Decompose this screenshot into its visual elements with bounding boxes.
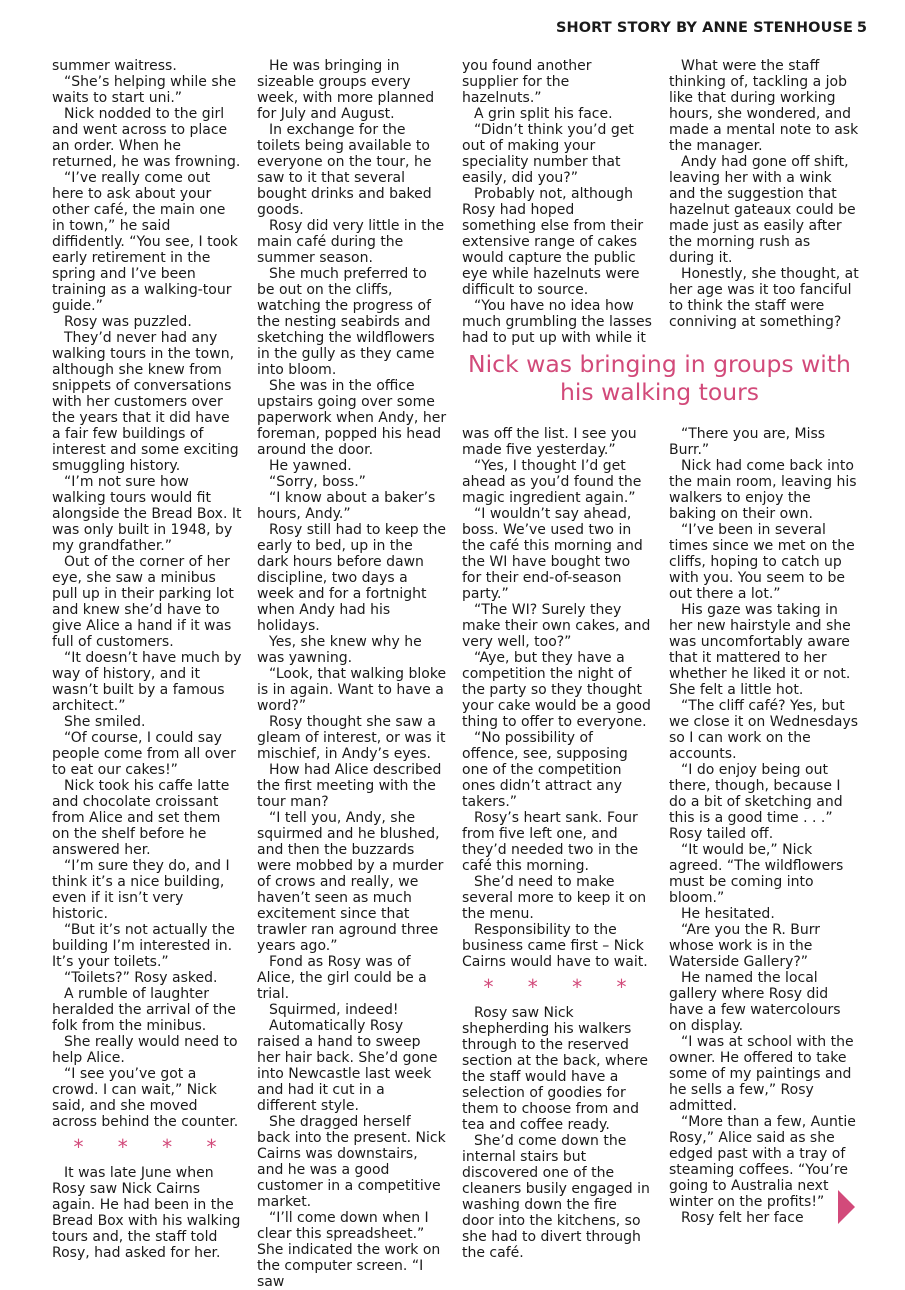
paragraph: summer waitress. [52, 58, 177, 74]
column-3-top [462, 58, 652, 346]
paragraph: It was late June when Rosy saw Nick Cairns again. He had been in the Bread Box with his walking tours and, the staff told Rosy, had asked for her. [52, 1165, 241, 1261]
paragraph: “I’ve really come out here to ask about your other café, the main one in town,” he said diffidently. “You see, I took early retirement in the spring and I’ve been training as a walking-tour guide.” [52, 170, 238, 314]
paragraph: “She’s helping while she waits to start uni.” [52, 74, 237, 106]
paragraph: Yes, she knew why he was yawning. [257, 634, 422, 666]
paragraph: “Are you the R. Burr whose work is in the Waterside Gallery?” [669, 922, 821, 970]
paragraph: “There you are, Miss Burr.” [669, 426, 826, 458]
paragraph: “I’ll come down when I clear this spreadsheet.” She indicated the work on the computer screen. “I saw [257, 1210, 441, 1290]
paragraph: Nick took his caffe latte and chocolate croissant from Alice and set them on the shelf before he answered her. [52, 778, 230, 858]
page-number: 5 [856, 20, 867, 36]
paragraph: Nick had come back into the main room, leaving his walkers to enjoy the baking on their own. [669, 458, 857, 522]
paragraph: Andy had gone off shift, leaving her with a wink and the suggestion that hazelnut gateaux could be made just as easily after the morning rush as during it. [669, 154, 856, 266]
paragraph: He hesitated. [681, 906, 775, 922]
paragraph: “It doesn’t have much by way of history, and it wasn’t built by a famous architect.” [52, 650, 242, 714]
column-2-paragraphs [257, 58, 447, 1290]
paragraph: “But it’s not actually the building I’m interested in. It’s your toilets.” [52, 922, 235, 970]
paragraph: “I know about a baker’s hours, Andy.” [257, 490, 436, 522]
running-header: SHORT STORY BY ANNE STENHOUSE [555, 20, 853, 36]
paragraph: “The cliff café? Yes, but we close it on Wednesdays so I can work on the accounts. [669, 698, 859, 762]
paragraph: “I see you’ve got a crowd. I can wait,” Nick said, and she moved across behind the counter. [52, 1066, 239, 1130]
paragraph: She’d come down the internal stairs but discovered one of the cleaners busily engaged in washing down the fire door into the kitchens, so she had to divert through the café. [462, 1133, 650, 1261]
column-3-bottom-paragraphs [462, 426, 652, 970]
paragraph: “Didn’t think you’d get out of making your speciality number that easily, did you?” [462, 122, 634, 186]
column-4-top [669, 58, 859, 330]
paragraph: “Look, that walking bloke is in again. Want to have a word?” [257, 666, 447, 714]
paragraph: A grin split his face. [474, 106, 613, 122]
paragraph: She dragged herself back into the present. Nick Cairns was downstairs, and he was a good customer in a competitive market. [257, 1114, 446, 1210]
paragraph: “I tell you, Andy, she squirmed and he blushed, and then the buzzards were mobbed by a murder of crows and really, we haven’t seen as much excitement since that trawler ran aground three years ago.” [257, 810, 444, 954]
paragraph: Rosy felt her face [681, 1210, 804, 1226]
paragraph: “I’m sure they do, and I think it’s a nice building, even if it isn’t very historic. [52, 858, 230, 922]
paragraph: “No possibility of offence, see, supposing one of the competition ones didn’t attract any takers.” [462, 730, 628, 810]
paragraph: How had Alice described the first meeting with the tour man? [257, 762, 442, 810]
paragraph: Rosy still had to keep the early to bed, up in the dark hours before dawn discipline, two days a week and for a fortnight when Andy had his holidays. [257, 522, 447, 634]
paragraph: “More than a few, Auntie Rosy,” Alice said as she edged past with a tray of steaming coffees. “You’re going to Australia next winter on the profits!” [669, 1114, 856, 1210]
paragraph: “You have no idea how much grumbling the lasses had to put up with while it [462, 298, 652, 346]
paragraph: In exchange for the toilets being available to everyone on the tour, he saw to it that several bought drinks and baked goods. [257, 122, 432, 218]
column-3-after-break [462, 1005, 652, 1261]
paragraph: What were the staff thinking of, tackling a job like that during working hours, she wondered, and made a mental note to ask the manager. [669, 58, 859, 154]
paragraph: Rosy was puzzled. [64, 314, 192, 330]
paragraph: “I do enjoy being out there, though, because I do a bit of sketching and this is a good time . . .” Rosy tailed off. [669, 762, 843, 842]
column-4-bottom [669, 426, 859, 1226]
paragraph: “The WI? Surely they make their own cakes, and very well, too?” [462, 602, 651, 650]
paragraph: “Sorry, boss.” [269, 474, 366, 490]
column-2 [257, 58, 447, 1290]
column-4-bottom-paragraphs [669, 426, 859, 1226]
paragraph: Fond as Rosy was of Alice, the girl could be a trial. [257, 954, 427, 1002]
paragraph: “Yes, I thought I’d get ahead as you’d found the magic ingredient again.” [462, 458, 642, 506]
paragraph: He was bringing in sizeable groups every week, with more planned for July and August. [257, 58, 435, 122]
paragraph: His gaze was taking in her new hairstyle and she was uncomfortably aware that it mattered to her whether he liked it or not. She felt a little hot. [669, 602, 851, 698]
column-3-bottom [462, 426, 652, 1261]
column-1-paragraphs-after-break [52, 1165, 242, 1261]
paragraph: He named the local gallery where Rosy did have a few watercolours on display. [669, 970, 841, 1034]
paragraph: She smiled. [64, 714, 146, 730]
paragraph: “I’m not sure how walking tours would fit alongside the Bread Box. It was only built in 1948, by my grandfather.” [52, 474, 242, 554]
pull-quote: Nick was bringing in groups with his walking tours [468, 350, 851, 406]
paragraph: “I’ve been in several times since we met on the cliffs, hoping to catch up with you. You seem to be out there a lot.” [669, 522, 855, 602]
paragraph: Squirmed, indeed! [269, 1002, 399, 1018]
paragraph: “Of course, I could say people come from all over to eat our cakes!” [52, 730, 236, 778]
paragraph: “Aye, but they have a competition the night of the party so they thought your cake would be a good thing to offer to everyone. [462, 650, 651, 730]
continue-arrow-icon[interactable] [838, 1190, 855, 1224]
paragraph: He yawned. [269, 458, 352, 474]
column-3-top-paragraphs [462, 58, 652, 346]
paragraph: Honestly, she thought, at her age was it too fanciful to think the staff were conniving at something? [669, 266, 859, 330]
paragraph: “It would be,” Nick agreed. “The wildflowers must be coming into bloom.” [669, 842, 844, 906]
paragraph: Rosy thought she saw a gleam of interest, or was it mischief, in Andy’s eyes. [257, 714, 446, 762]
paragraph: Rosy did very little in the main café during the summer season. [257, 218, 445, 266]
paragraph: Responsibility to the business came first – Nick Cairns would have to wait. [462, 922, 648, 970]
column-1 [52, 58, 242, 1261]
paragraph: was off the list. I see you made five yesterday.” [462, 426, 637, 458]
section-separator-2: * * * * [483, 975, 641, 999]
paragraph: Rosy saw Nick shepherding his walkers through to the reserved section at the back, where the staff would have a selection of goodies for them to choose from and tea and coffee ready. [462, 1005, 648, 1133]
column-4-top-paragraphs [669, 58, 859, 330]
paragraph: Rosy’s heart sank. Four from five left one, and they’d needed two in the café this morning. [462, 810, 639, 874]
paragraph: She was in the office upstairs going over some paperwork when Andy, her foreman, popped his head around the door. [257, 378, 447, 458]
paragraph: “Toilets?” Rosy asked. [64, 970, 218, 986]
paragraph: They’d never had any walking tours in the town, although she knew from snippets of conversations with her customers over the years that it did have a fair few buildings of interest and some exciting smuggling history. [52, 330, 239, 474]
paragraph: Automatically Rosy raised a hand to sweep her hair back. She’d gone into Newcastle last week and had it cut in a different style. [257, 1018, 438, 1114]
paragraph: you found another supplier for the hazelnuts.” [462, 58, 592, 106]
section-separator: * * * * [73, 1135, 231, 1159]
paragraph: “I was at school with the owner. He offered to take some of my paintings and he sells a few,” Rosy admitted. [669, 1034, 854, 1114]
paragraph: Probably not, although Rosy had hoped something else from their extensive range of cakes would capture the public eye while hazelnuts were difficult to source. [462, 186, 644, 298]
paragraph: She really would need to help Alice. [52, 1034, 238, 1066]
paragraph: She much preferred to be out on the cliffs, watching the progress of the nesting seabirds and sketching the wildflowers in the gully as they came into bloom. [257, 266, 435, 378]
paragraph: Out of the corner of her eye, she saw a minibus pull up in their parking lot and knew she’d have to give Alice a hand if it was full of customers. [52, 554, 234, 650]
paragraph: She’d need to make several more to keep it on the menu. [462, 874, 647, 922]
paragraph: A rumble of laughter heralded the arrival of the folk from the minibus. [52, 986, 236, 1034]
column-1-paragraphs [52, 58, 242, 1130]
paragraph: “I wouldn’t say ahead, boss. We’ve used two in the café this morning and the WI have bought two for their end-of-season party.” [462, 506, 643, 602]
paragraph: Nick nodded to the girl and went across to place an order. When he returned, he was frowning. [52, 106, 241, 170]
